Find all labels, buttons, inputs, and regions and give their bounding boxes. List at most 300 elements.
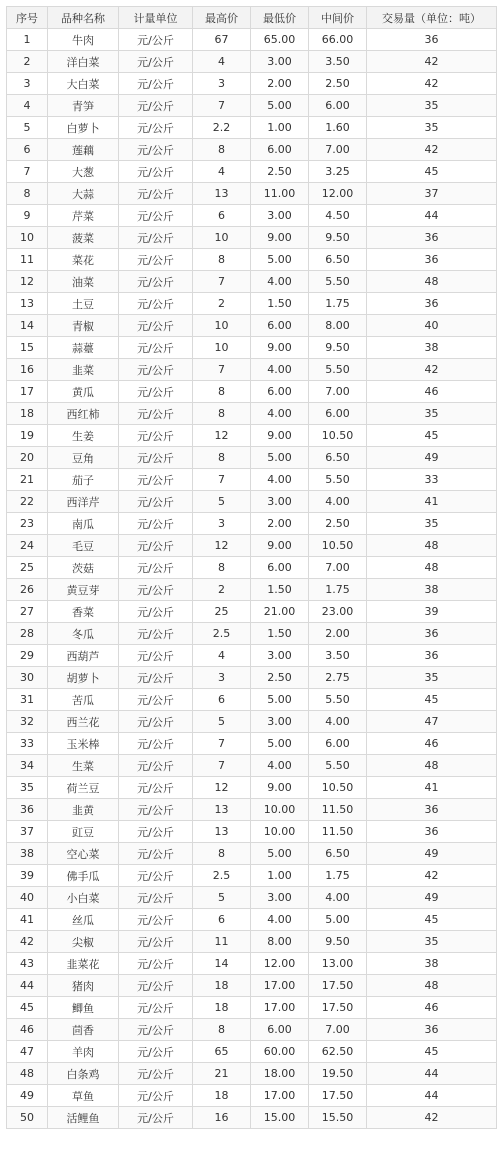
index-cell: 42	[7, 931, 48, 953]
volume-cell: 45	[367, 689, 497, 711]
index-cell: 24	[7, 535, 48, 557]
unit-cell: 元/公斤	[119, 73, 193, 95]
name-cell: 韭菜花	[48, 953, 119, 975]
header-cell-volume: 交易量（单位：吨）	[367, 7, 497, 29]
index-cell: 22	[7, 491, 48, 513]
min-price-cell: 6.00	[251, 557, 309, 579]
name-cell: 茄子	[48, 469, 119, 491]
table-row	[7, 161, 497, 183]
min-price-cell: 2.50	[251, 667, 309, 689]
header-cell-max-price: 最高价	[193, 7, 251, 29]
max-price-cell: 3	[193, 73, 251, 95]
table-row	[7, 51, 497, 73]
min-price-cell: 4.00	[251, 359, 309, 381]
index-cell: 29	[7, 645, 48, 667]
min-price-cell: 2.00	[251, 73, 309, 95]
min-price-cell: 11.00	[251, 183, 309, 205]
mid-price-cell: 6.00	[309, 95, 367, 117]
min-price-cell: 8.00	[251, 931, 309, 953]
index-cell: 19	[7, 425, 48, 447]
index-cell: 10	[7, 227, 48, 249]
index-cell: 20	[7, 447, 48, 469]
table-row	[7, 117, 497, 139]
index-cell: 35	[7, 777, 48, 799]
index-cell: 37	[7, 821, 48, 843]
volume-cell: 46	[367, 733, 497, 755]
name-cell: 活鲤鱼	[48, 1107, 119, 1129]
max-price-cell: 8	[193, 381, 251, 403]
mid-price-cell: 4.00	[309, 887, 367, 909]
volume-cell: 36	[367, 227, 497, 249]
min-price-cell: 5.00	[251, 733, 309, 755]
unit-cell: 元/公斤	[119, 755, 193, 777]
name-cell: 黄瓜	[48, 381, 119, 403]
volume-cell: 44	[367, 1063, 497, 1085]
table-row	[7, 337, 497, 359]
name-cell: 土豆	[48, 293, 119, 315]
unit-cell: 元/公斤	[119, 535, 193, 557]
mid-price-cell: 4.00	[309, 491, 367, 513]
table-row	[7, 667, 497, 689]
name-cell: 蒜薹	[48, 337, 119, 359]
index-cell: 17	[7, 381, 48, 403]
index-cell: 40	[7, 887, 48, 909]
max-price-cell: 10	[193, 227, 251, 249]
volume-cell: 38	[367, 579, 497, 601]
table-row	[7, 689, 497, 711]
table-row	[7, 953, 497, 975]
name-cell: 莲藕	[48, 139, 119, 161]
mid-price-cell: 5.50	[309, 689, 367, 711]
volume-cell: 42	[367, 51, 497, 73]
unit-cell: 元/公斤	[119, 601, 193, 623]
mid-price-cell: 7.00	[309, 381, 367, 403]
max-price-cell: 8	[193, 557, 251, 579]
volume-cell: 48	[367, 975, 497, 997]
table-row	[7, 271, 497, 293]
unit-cell: 元/公斤	[119, 271, 193, 293]
min-price-cell: 21.00	[251, 601, 309, 623]
min-price-cell: 18.00	[251, 1063, 309, 1085]
table-row	[7, 447, 497, 469]
table-row	[7, 865, 497, 887]
name-cell: 生姜	[48, 425, 119, 447]
unit-cell: 元/公斤	[119, 183, 193, 205]
table-row	[7, 205, 497, 227]
mid-price-cell: 6.50	[309, 447, 367, 469]
header-cell-index: 序号	[7, 7, 48, 29]
volume-cell: 48	[367, 271, 497, 293]
volume-cell: 42	[367, 1107, 497, 1129]
index-cell: 1	[7, 29, 48, 51]
max-price-cell: 7	[193, 271, 251, 293]
index-cell: 16	[7, 359, 48, 381]
max-price-cell: 2.5	[193, 865, 251, 887]
max-price-cell: 25	[193, 601, 251, 623]
volume-cell: 49	[367, 447, 497, 469]
unit-cell: 元/公斤	[119, 29, 193, 51]
name-cell: 青笋	[48, 95, 119, 117]
unit-cell: 元/公斤	[119, 909, 193, 931]
volume-cell: 48	[367, 535, 497, 557]
unit-cell: 元/公斤	[119, 711, 193, 733]
mid-price-cell: 5.50	[309, 755, 367, 777]
index-cell: 6	[7, 139, 48, 161]
max-price-cell: 7	[193, 733, 251, 755]
table-row	[7, 315, 497, 337]
index-cell: 48	[7, 1063, 48, 1085]
volume-cell: 42	[367, 73, 497, 95]
volume-cell: 45	[367, 909, 497, 931]
mid-price-cell: 4.00	[309, 711, 367, 733]
min-price-cell: 1.50	[251, 623, 309, 645]
name-cell: 豇豆	[48, 821, 119, 843]
mid-price-cell: 1.60	[309, 117, 367, 139]
mid-price-cell: 13.00	[309, 953, 367, 975]
name-cell: 韭菜	[48, 359, 119, 381]
mid-price-cell: 4.50	[309, 205, 367, 227]
volume-cell: 45	[367, 425, 497, 447]
volume-cell: 38	[367, 953, 497, 975]
min-price-cell: 1.00	[251, 117, 309, 139]
max-price-cell: 14	[193, 953, 251, 975]
name-cell: 猪肉	[48, 975, 119, 997]
unit-cell: 元/公斤	[119, 117, 193, 139]
max-price-cell: 8	[193, 843, 251, 865]
min-price-cell: 3.00	[251, 491, 309, 513]
unit-cell: 元/公斤	[119, 777, 193, 799]
min-price-cell: 4.00	[251, 403, 309, 425]
table-row	[7, 491, 497, 513]
min-price-cell: 65.00	[251, 29, 309, 51]
name-cell: 香菜	[48, 601, 119, 623]
max-price-cell: 5	[193, 711, 251, 733]
min-price-cell: 9.00	[251, 777, 309, 799]
table-row	[7, 909, 497, 931]
unit-cell: 元/公斤	[119, 315, 193, 337]
mid-price-cell: 7.00	[309, 139, 367, 161]
header-row	[7, 7, 497, 29]
volume-cell: 36	[367, 799, 497, 821]
mid-price-cell: 9.50	[309, 931, 367, 953]
max-price-cell: 67	[193, 29, 251, 51]
max-price-cell: 4	[193, 51, 251, 73]
min-price-cell: 9.00	[251, 535, 309, 557]
index-cell: 27	[7, 601, 48, 623]
unit-cell: 元/公斤	[119, 51, 193, 73]
name-cell: 芹菜	[48, 205, 119, 227]
name-cell: 玉米棒	[48, 733, 119, 755]
price-table	[6, 6, 497, 1129]
min-price-cell: 15.00	[251, 1107, 309, 1129]
max-price-cell: 2.2	[193, 117, 251, 139]
volume-cell: 39	[367, 601, 497, 623]
name-cell: 苦瓜	[48, 689, 119, 711]
unit-cell: 元/公斤	[119, 491, 193, 513]
volume-cell: 46	[367, 381, 497, 403]
name-cell: 白条鸡	[48, 1063, 119, 1085]
max-price-cell: 8	[193, 447, 251, 469]
max-price-cell: 13	[193, 821, 251, 843]
table-row	[7, 843, 497, 865]
index-cell: 39	[7, 865, 48, 887]
table-row	[7, 513, 497, 535]
name-cell: 菠菜	[48, 227, 119, 249]
mid-price-cell: 3.25	[309, 161, 367, 183]
index-cell: 15	[7, 337, 48, 359]
mid-price-cell: 7.00	[309, 557, 367, 579]
max-price-cell: 21	[193, 1063, 251, 1085]
table-row	[7, 183, 497, 205]
mid-price-cell: 10.50	[309, 425, 367, 447]
unit-cell: 元/公斤	[119, 975, 193, 997]
max-price-cell: 2.5	[193, 623, 251, 645]
unit-cell: 元/公斤	[119, 557, 193, 579]
unit-cell: 元/公斤	[119, 469, 193, 491]
volume-cell: 44	[367, 1085, 497, 1107]
mid-price-cell: 9.50	[309, 337, 367, 359]
min-price-cell: 2.00	[251, 513, 309, 535]
unit-cell: 元/公斤	[119, 997, 193, 1019]
table-row	[7, 381, 497, 403]
table-row	[7, 359, 497, 381]
unit-cell: 元/公斤	[119, 667, 193, 689]
volume-cell: 41	[367, 777, 497, 799]
unit-cell: 元/公斤	[119, 1085, 193, 1107]
mid-price-cell: 10.50	[309, 535, 367, 557]
max-price-cell: 8	[193, 403, 251, 425]
name-cell: 毛豆	[48, 535, 119, 557]
index-cell: 34	[7, 755, 48, 777]
unit-cell: 元/公斤	[119, 887, 193, 909]
unit-cell: 元/公斤	[119, 953, 193, 975]
volume-cell: 38	[367, 337, 497, 359]
mid-price-cell: 1.75	[309, 293, 367, 315]
index-cell: 44	[7, 975, 48, 997]
table-row	[7, 139, 497, 161]
unit-cell: 元/公斤	[119, 1041, 193, 1063]
header-cell-name: 品种名称	[48, 7, 119, 29]
max-price-cell: 16	[193, 1107, 251, 1129]
min-price-cell: 1.00	[251, 865, 309, 887]
mid-price-cell: 6.50	[309, 249, 367, 271]
volume-cell: 42	[367, 359, 497, 381]
mid-price-cell: 6.50	[309, 843, 367, 865]
mid-price-cell: 11.50	[309, 821, 367, 843]
table-row	[7, 425, 497, 447]
volume-cell: 37	[367, 183, 497, 205]
name-cell: 佛手瓜	[48, 865, 119, 887]
unit-cell: 元/公斤	[119, 579, 193, 601]
volume-cell: 35	[367, 513, 497, 535]
index-cell: 41	[7, 909, 48, 931]
table-row	[7, 777, 497, 799]
table-body	[7, 29, 497, 1129]
index-cell: 23	[7, 513, 48, 535]
unit-cell: 元/公斤	[119, 1019, 193, 1041]
mid-price-cell: 23.00	[309, 601, 367, 623]
table-row	[7, 821, 497, 843]
name-cell: 大蒜	[48, 183, 119, 205]
unit-cell: 元/公斤	[119, 733, 193, 755]
name-cell: 胡萝卜	[48, 667, 119, 689]
table-row	[7, 1107, 497, 1129]
index-cell: 8	[7, 183, 48, 205]
table-row	[7, 403, 497, 425]
volume-cell: 35	[367, 931, 497, 953]
max-price-cell: 10	[193, 315, 251, 337]
name-cell: 尖椒	[48, 931, 119, 953]
table-row	[7, 1063, 497, 1085]
unit-cell: 元/公斤	[119, 293, 193, 315]
unit-cell: 元/公斤	[119, 447, 193, 469]
name-cell: 鲫鱼	[48, 997, 119, 1019]
table-row	[7, 601, 497, 623]
max-price-cell: 6	[193, 205, 251, 227]
name-cell: 草鱼	[48, 1085, 119, 1107]
index-cell: 31	[7, 689, 48, 711]
volume-cell: 49	[367, 843, 497, 865]
max-price-cell: 6	[193, 909, 251, 931]
max-price-cell: 13	[193, 799, 251, 821]
mid-price-cell: 6.00	[309, 733, 367, 755]
unit-cell: 元/公斤	[119, 227, 193, 249]
min-price-cell: 5.00	[251, 689, 309, 711]
volume-cell: 36	[367, 623, 497, 645]
max-price-cell: 10	[193, 337, 251, 359]
max-price-cell: 4	[193, 161, 251, 183]
unit-cell: 元/公斤	[119, 1063, 193, 1085]
max-price-cell: 7	[193, 755, 251, 777]
name-cell: 白萝卜	[48, 117, 119, 139]
index-cell: 45	[7, 997, 48, 1019]
max-price-cell: 7	[193, 469, 251, 491]
header-cell-unit: 计量单位	[119, 7, 193, 29]
volume-cell: 48	[367, 755, 497, 777]
volume-cell: 35	[367, 95, 497, 117]
min-price-cell: 4.00	[251, 271, 309, 293]
name-cell: 西红柿	[48, 403, 119, 425]
unit-cell: 元/公斤	[119, 689, 193, 711]
mid-price-cell: 62.50	[309, 1041, 367, 1063]
max-price-cell: 6	[193, 689, 251, 711]
min-price-cell: 5.00	[251, 95, 309, 117]
max-price-cell: 8	[193, 1019, 251, 1041]
mid-price-cell: 2.00	[309, 623, 367, 645]
min-price-cell: 10.00	[251, 821, 309, 843]
min-price-cell: 17.00	[251, 997, 309, 1019]
min-price-cell: 17.00	[251, 1085, 309, 1107]
volume-cell: 33	[367, 469, 497, 491]
table-row	[7, 1041, 497, 1063]
mid-price-cell: 10.50	[309, 777, 367, 799]
name-cell: 羊肉	[48, 1041, 119, 1063]
index-cell: 11	[7, 249, 48, 271]
min-price-cell: 3.00	[251, 645, 309, 667]
name-cell: 生菜	[48, 755, 119, 777]
unit-cell: 元/公斤	[119, 249, 193, 271]
max-price-cell: 8	[193, 249, 251, 271]
table-row	[7, 1085, 497, 1107]
index-cell: 50	[7, 1107, 48, 1129]
name-cell: 西兰花	[48, 711, 119, 733]
mid-price-cell: 5.50	[309, 271, 367, 293]
table-row	[7, 95, 497, 117]
volume-cell: 48	[367, 557, 497, 579]
index-cell: 12	[7, 271, 48, 293]
min-price-cell: 5.00	[251, 843, 309, 865]
max-price-cell: 3	[193, 513, 251, 535]
min-price-cell: 1.50	[251, 579, 309, 601]
volume-cell: 40	[367, 315, 497, 337]
table-row	[7, 535, 497, 557]
index-cell: 47	[7, 1041, 48, 1063]
index-cell: 38	[7, 843, 48, 865]
max-price-cell: 7	[193, 359, 251, 381]
mid-price-cell: 3.50	[309, 51, 367, 73]
table-row	[7, 931, 497, 953]
unit-cell: 元/公斤	[119, 359, 193, 381]
table-row	[7, 249, 497, 271]
index-cell: 13	[7, 293, 48, 315]
mid-price-cell: 1.75	[309, 579, 367, 601]
volume-cell: 44	[367, 205, 497, 227]
mid-price-cell: 2.50	[309, 513, 367, 535]
table-row	[7, 997, 497, 1019]
max-price-cell: 13	[193, 183, 251, 205]
volume-cell: 36	[367, 293, 497, 315]
volume-cell: 42	[367, 865, 497, 887]
min-price-cell: 3.00	[251, 887, 309, 909]
unit-cell: 元/公斤	[119, 161, 193, 183]
volume-cell: 35	[367, 403, 497, 425]
name-cell: 西洋芹	[48, 491, 119, 513]
min-price-cell: 1.50	[251, 293, 309, 315]
mid-price-cell: 3.50	[309, 645, 367, 667]
table-row	[7, 29, 497, 51]
volume-cell: 36	[367, 29, 497, 51]
table-row	[7, 755, 497, 777]
mid-price-cell: 11.50	[309, 799, 367, 821]
index-cell: 7	[7, 161, 48, 183]
table-row	[7, 711, 497, 733]
mid-price-cell: 17.50	[309, 1085, 367, 1107]
table-row	[7, 975, 497, 997]
volume-cell: 35	[367, 667, 497, 689]
unit-cell: 元/公斤	[119, 821, 193, 843]
name-cell: 丝瓜	[48, 909, 119, 931]
index-cell: 36	[7, 799, 48, 821]
name-cell: 菜花	[48, 249, 119, 271]
unit-cell: 元/公斤	[119, 843, 193, 865]
name-cell: 油菜	[48, 271, 119, 293]
mid-price-cell: 17.50	[309, 997, 367, 1019]
volume-cell: 45	[367, 161, 497, 183]
mid-price-cell: 66.00	[309, 29, 367, 51]
index-cell: 21	[7, 469, 48, 491]
table-row	[7, 733, 497, 755]
mid-price-cell: 9.50	[309, 227, 367, 249]
volume-cell: 36	[367, 821, 497, 843]
header-cell-min-price: 最低价	[251, 7, 309, 29]
unit-cell: 元/公斤	[119, 799, 193, 821]
volume-cell: 45	[367, 1041, 497, 1063]
volume-cell: 46	[367, 997, 497, 1019]
table-row	[7, 557, 497, 579]
max-price-cell: 3	[193, 667, 251, 689]
name-cell: 青椒	[48, 315, 119, 337]
table-row	[7, 887, 497, 909]
